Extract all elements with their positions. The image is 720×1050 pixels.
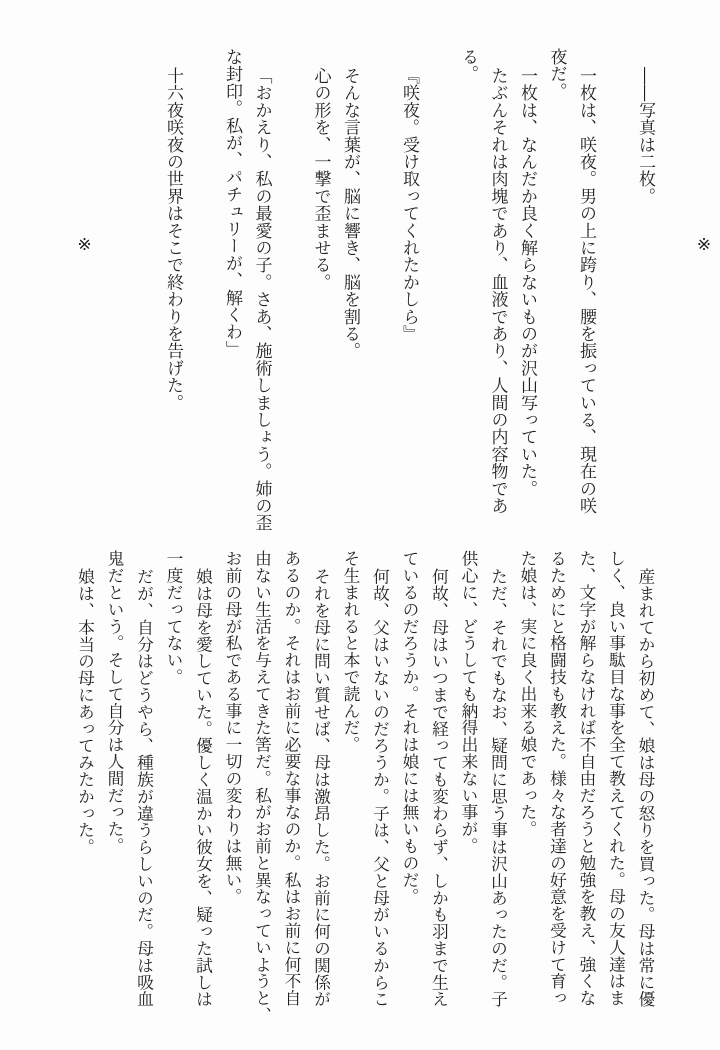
- text-line: 十六夜咲夜の世界はそこで終わりを告げた。: [163, 66, 183, 411]
- text-line: るためにと格闘技も教えた。様々な者達の好意を受けて育っ: [547, 550, 568, 1007]
- text-line: だが、自分はどうやら、種族が違うらしいのだ。母は吸血: [134, 568, 155, 1008]
- text-line: お前の母が私である事に一切の変わりは無い。: [223, 550, 243, 905]
- text-line: 由ない生活を与えてきた筈だ。私がお前と異なっていようと、: [252, 550, 273, 1024]
- text-line: ――写真は二枚。: [635, 66, 655, 205]
- text-line: 娘は母を愛していた。優しく温かい彼女を、疑った試しは: [193, 568, 214, 1008]
- text-line: 「おかえり、私の最愛の子。さあ、施術しましょう。姉の歪: [251, 66, 272, 532]
- blank-line: [659, 48, 689, 520]
- text-line: た、文字が解らなければ不自由だろうと勉強を教え、強くな: [577, 550, 597, 1007]
- section-divider-icon: ※: [694, 235, 714, 256]
- blank-line: [364, 48, 394, 520]
- text-line: しく、良い事駄目な事を全て教えてくれた。母の友人達はま: [606, 550, 627, 1007]
- text-line: 『咲夜。受け取ってくれたかしら』: [399, 66, 419, 342]
- text-line: たぶんそれは肉塊であり、血液であり、人間の内容物であ: [487, 66, 508, 514]
- text-line: 夜だ。: [546, 48, 567, 100]
- text-line: 供心に、どうしても納得出来ない事が。: [459, 550, 479, 855]
- text-line: 鬼だという。そして自分は人間だった。: [105, 550, 125, 855]
- bottom-section: [70, 550, 660, 1024]
- blank-line: [600, 48, 630, 520]
- text-line: それを母に問い質せば、母は激昂した。お前に何の関係が: [311, 568, 332, 1008]
- top-section: [69, 48, 718, 532]
- text-line: た娘は、実に良く出来る娘であった。: [518, 550, 538, 838]
- text-line: 何故、母はいつまで経っても変わらず、しかも羽まで生え: [429, 568, 450, 1008]
- blank-line: [276, 48, 306, 520]
- text-line: 産まれてから初めて、娘は母の怒りを買った。母は常に優: [636, 568, 656, 1008]
- text-line: 心の形を、一撃で歪ませる。: [310, 66, 331, 291]
- text-line: 一枚は、なんだか良く解らないものが沢山写っていた。: [517, 66, 537, 497]
- text-line: ただ、それでもなお、疑問に思う事は沢山あったのだ。子: [488, 568, 509, 1008]
- text-line: ているのだろうか。それは娘には無いものだ。: [400, 550, 420, 905]
- text-line: そ生まれると本で読んだ。: [341, 550, 361, 753]
- text-line: あるのか。それはお前に必要な事なのか。私はお前に何不自: [282, 550, 302, 1007]
- text-line: そんな言葉が、脳に響き、脳を割る。: [340, 66, 360, 360]
- text-line: 一度だってない。: [164, 550, 184, 686]
- text-line: る。: [458, 48, 478, 83]
- blank-line: [423, 48, 453, 520]
- blank-line: [187, 48, 217, 520]
- section-divider-icon: ※: [74, 235, 95, 256]
- text-line: 娘は、本当の母にあってみたかった。: [75, 568, 96, 856]
- text-line: な封印。私が、パチュリーが、解くわ」: [222, 48, 242, 358]
- text-line: 一枚は、咲夜。男の上に跨り、腰を振っている、現在の咲: [576, 66, 596, 514]
- blank-line: [99, 48, 129, 520]
- blank-line: [128, 48, 158, 520]
- text-line: 何故、父はいないのだろうか。子は、父と母がいるからこ: [370, 568, 391, 1008]
